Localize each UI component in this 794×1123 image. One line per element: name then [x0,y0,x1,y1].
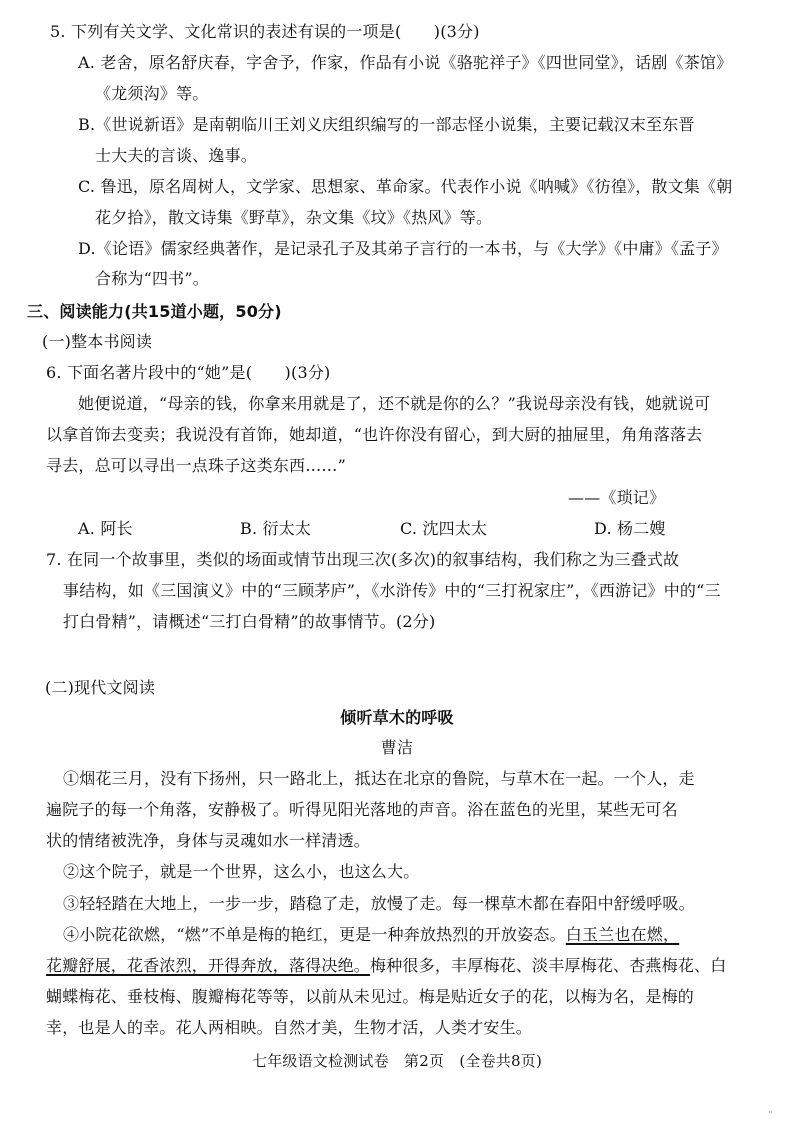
para4-line2-text: 梅种很多，丰厚梅花、淡丰厚梅花、杏燕梅花、白 [370,956,727,975]
page-footer: 七年级语文检测试卷 第2页 (全卷共8页) [252,1052,542,1070]
article-para4-line1 [63,924,679,946]
article-para1-line1: ①烟花三月，没有下扬州，只一路北上，抵达在北京的鲁院，与草木在一起。一个人，走 [63,769,695,788]
q5-option-b-line1: B.《世说新语》是南朝临川王刘义庆组织编写的一部志怪小说集，主要记载汉末至东晋 [78,115,695,134]
underlined-sentence-part2: 花瓣舒展，花香浓烈，开得奔放，落得决绝。 [46,956,371,975]
q5-option-d-line2: 合称为“四书”。 [95,269,209,288]
q6-excerpt-line2: 以拿首饰去变卖；我说没有首饰，她却道，“也许你没有留心，到大厨的抽屉里，角角落落去 [46,425,703,444]
q7-line3: 打白骨精”，请概述“三打白骨精”的故事情节。(2分) [63,612,436,631]
article-para1-line3: 状的情绪被洗净，身体与灵魂如水一样清透。 [46,831,371,850]
q5-option-a-line1: A. 老舍，原名舒庆春，字舍予，作家，作品有小说《骆驼祥子》《四世同堂》，话剧《茶馆》 [78,53,733,72]
q7-line2: 事结构，如《三国演义》中的“三顾茅庐”，《水浒传》中的“三打祝家庄”，《西游记》中的“三 [63,581,721,600]
q6-excerpt-line1: 她便说道，“母亲的钱，你拿来用就是了，还不就是你的么？”我说母亲没有钱，她就说可 [78,394,711,413]
subsection-modern-reading: (二)现代文阅读 [45,678,156,697]
q6-option-b: B. 衍太太 [240,519,312,538]
q7-line1: 7. 在同一个故事里，类似的场面或情节出现三次(多次)的叙事结构，我们称之为三叠式故 [46,550,680,569]
q5-option-c-line2: 花夕拾》，散文诗集《野草》，杂文集《坟》《热风》等。 [95,208,493,227]
article-para4-line4: 幸，也是人的幸。花人两相映。自然才美，生物才活，人类才安生。 [46,1018,533,1037]
q5-stem: 5. 下列有关文学、文化常识的表述有误的一项是( )(3分) [50,22,480,41]
article-author: 曹洁 [380,738,414,757]
para4-line1-text: ④小院花欲燃，“燃”不单是梅的艳红，更是一种奔放热烈的开放姿态。 [63,925,566,944]
article-para4-line2 [46,955,726,977]
article-para4-line3: 蝴蝶梅花、垂枝梅、腹瓣梅花等等，以前从未见过。梅是贴近女子的花，以梅为名，是梅的 [46,987,695,1006]
article-para1-line2: 遍院子的每一个角落，安静极了。听得见阳光落地的声音。浴在蓝色的光里，某些无可名 [46,800,678,819]
q6-source: ——《琐记》 [568,488,666,507]
article-title: 倾听草木的呼吸 [340,708,454,727]
q5-option-d-line1: D.《论语》儒家经典著作，是记录孔子及其弟子言行的一本书，与《大学》《中庸》《孟子》 [78,239,728,258]
q5-option-b-line2: 士大夫的言谈、逸事。 [95,146,258,165]
q5-option-a-line2: 《龙须沟》等。 [95,84,209,103]
q6-excerpt-line3: 寻去，总可以寻出一点珠子这类东西……” [46,456,346,475]
q5-option-c-line1: C. 鲁迅，原名周树人，文学家、思想家、革命家。代表作小说《呐喊》《彷徨》，散文集《朝 [78,177,733,196]
q6-option-c: C. 沈四太太 [400,519,488,538]
subsection-whole-book: (一)整本书阅读 [42,332,153,351]
section-heading: 三、阅读能力(共15道小题，50分) [27,302,282,321]
underlined-sentence-part1: 白玉兰也在燃， [565,925,680,944]
article-para2: ②这个院子，就是一个世界，这么小，也这么大。 [63,862,420,881]
q6-option-d: D. 杨二嫂 [594,519,666,538]
article-para3: ③轻轻踏在大地上，一步一步，踏稳了走，放慢了走。每一棵草木都在春阳中舒缓呼吸。 [63,894,695,913]
scan-artifact-dots: ·· [768,1108,774,1117]
q6-option-a: A. 阿长 [78,519,133,538]
q6-stem: 6. 下面名著片段中的“她”是( )(3分) [46,363,331,382]
